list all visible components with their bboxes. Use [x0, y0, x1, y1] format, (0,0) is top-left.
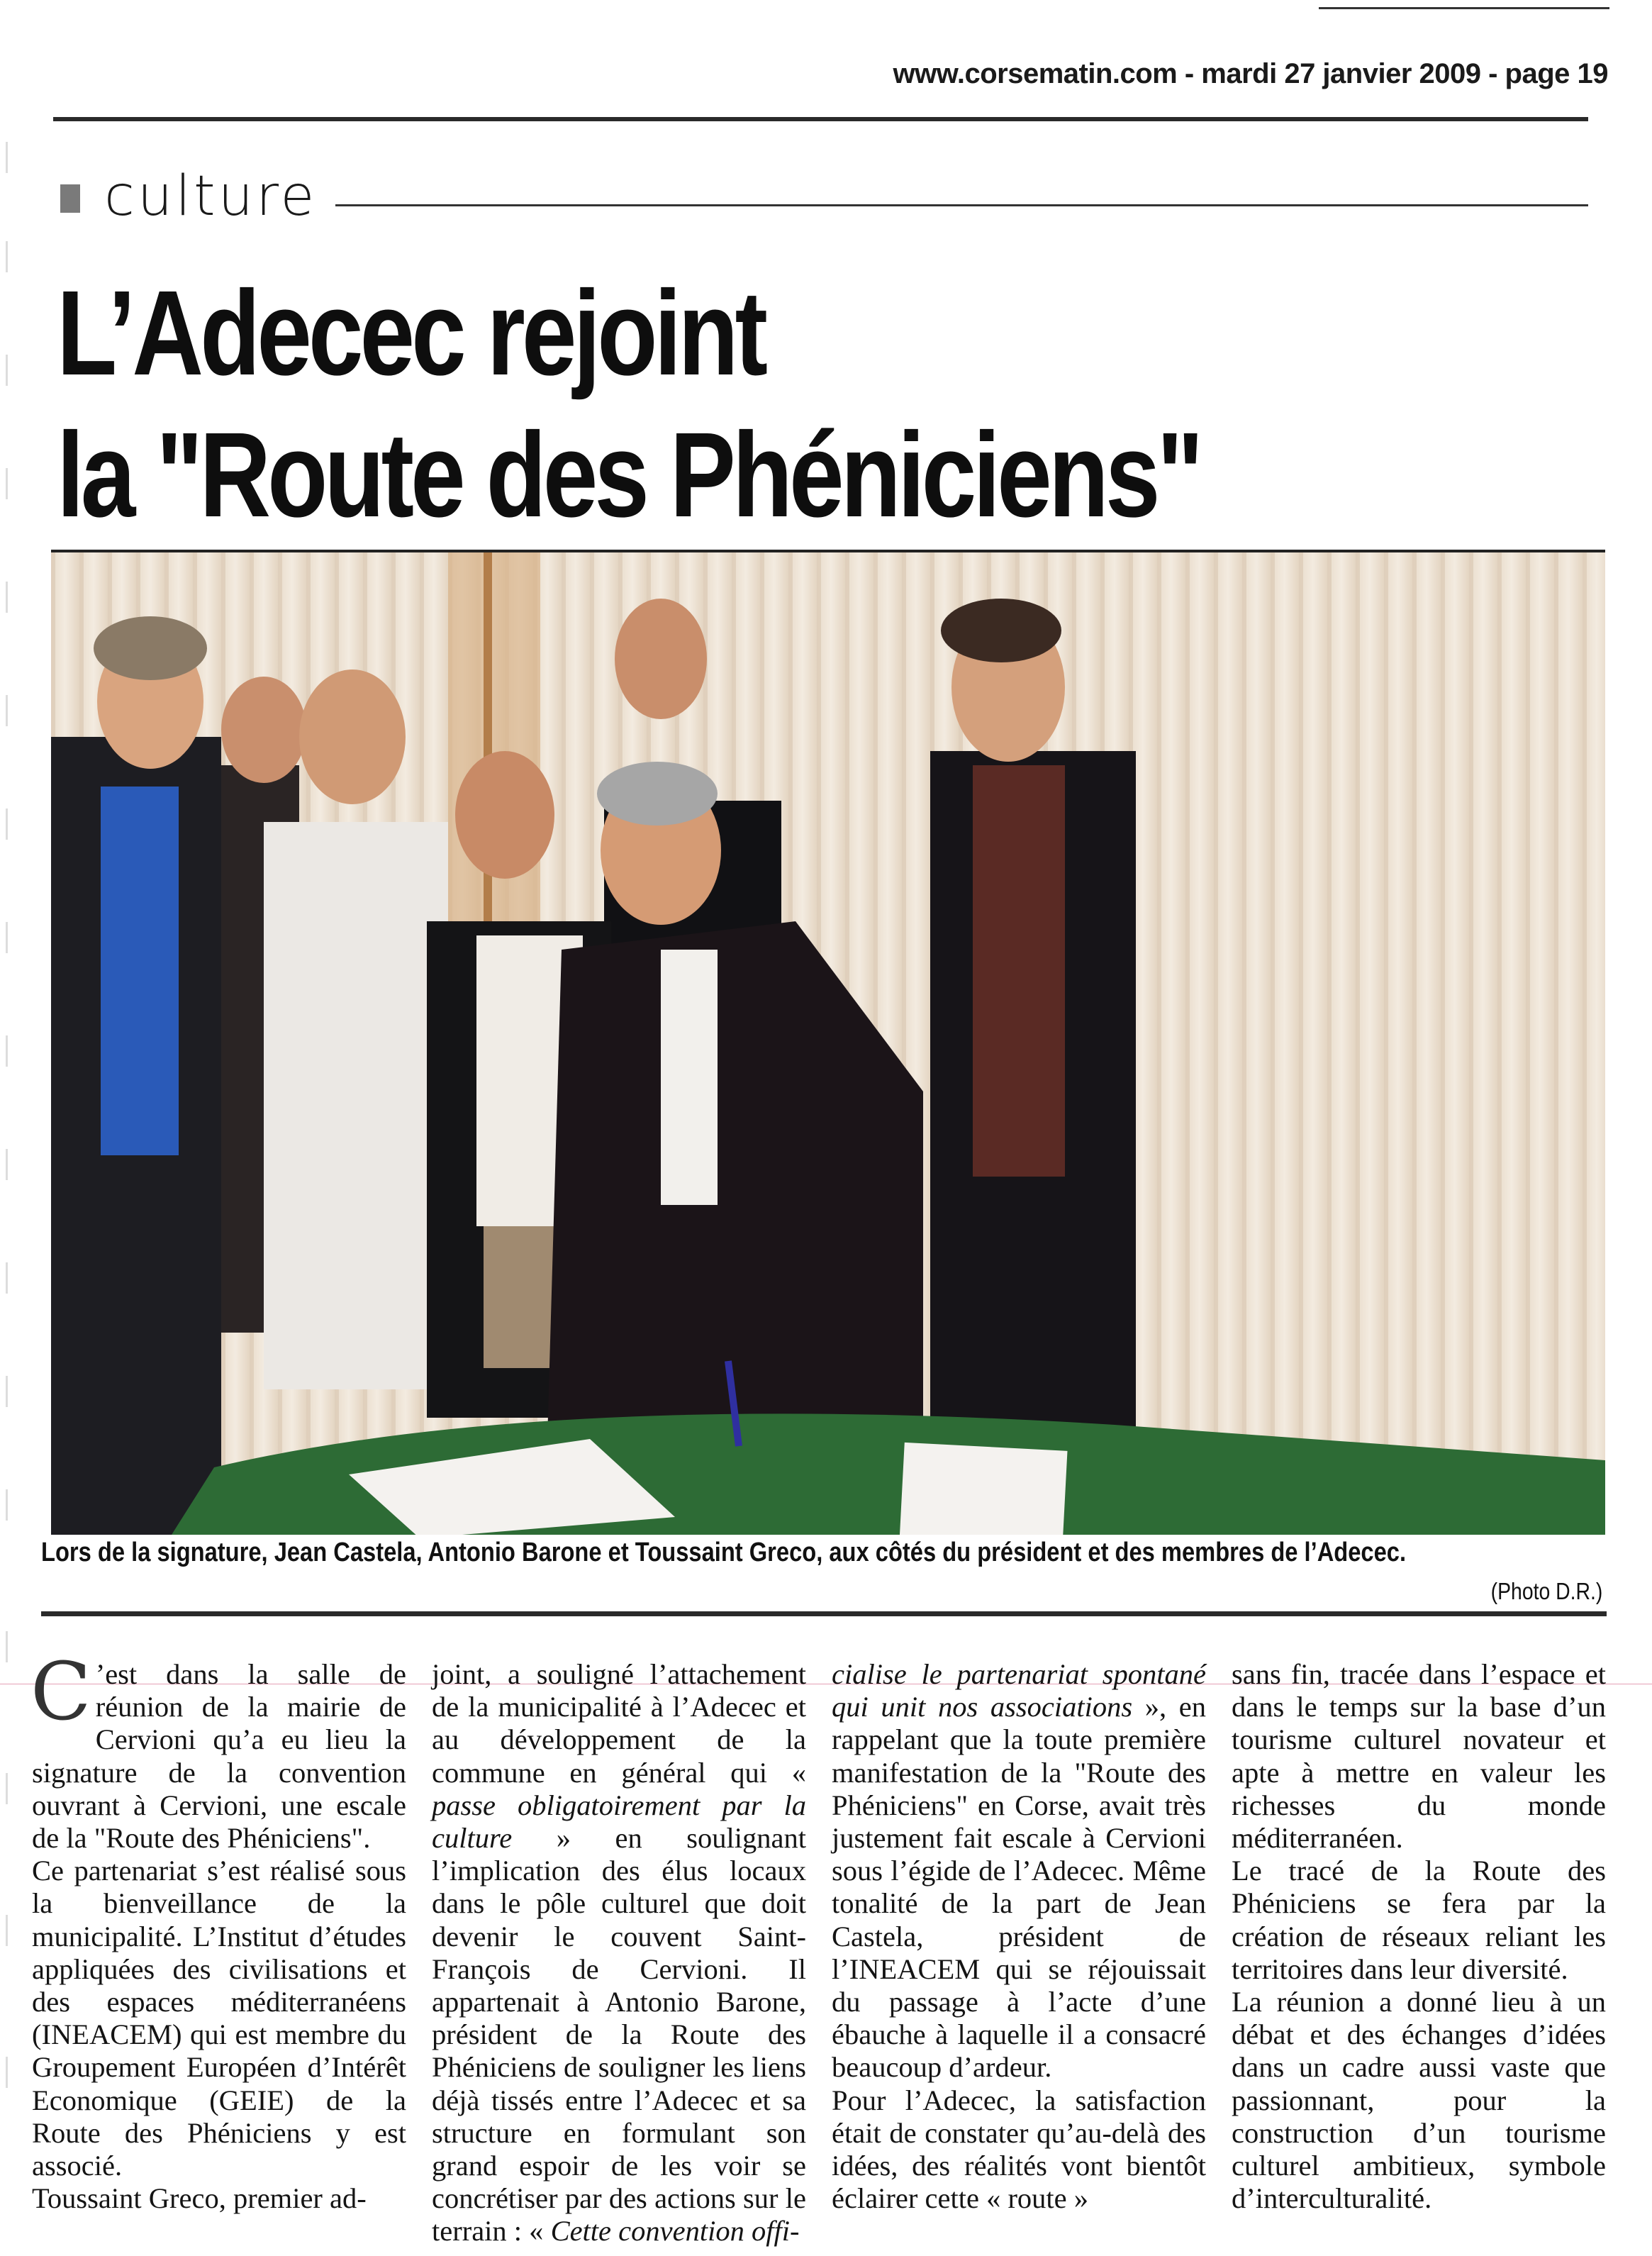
- header-rule: [53, 117, 1588, 121]
- headline-line-2: la "Route des Phéniciens": [57, 408, 1200, 543]
- body-column-1: [30, 1646, 406, 2248]
- body-column-3: [832, 1658, 1206, 2248]
- quote-run: passe obligatoirement par la culture: [432, 1789, 806, 1855]
- headline: [57, 262, 1336, 546]
- paragraph: sans fin, tracée dans l’espace et dans le temps sur la base d’un tourisme culturel novateur et apte à mettre en valeur les richesses du monde méditerranéen.: [1232, 1658, 1606, 1855]
- paragraph: [832, 1658, 1206, 2084]
- photo-caption: Lors de la signature, Jean Castela, Antonio Barone et Toussaint Greco, aux côtés du président et des membres de l’Adecec.: [41, 1538, 1407, 1567]
- section-label: culture: [104, 165, 318, 228]
- paragraph: Toussaint Greco, premier ad-: [32, 2182, 367, 2215]
- document-right: [898, 1443, 1068, 1535]
- paragraph: Le tracé de la Route des Phéniciens se fera par la création de réseaux reliant les territoires dans leur diversité.: [1232, 1855, 1606, 1985]
- paragraph-text: ’est dans la salle de réunion de la mairie de Cervioni qu’a eu lieu la signature de la convention ouvrant à Cervioni, une escale de la "Route des Phéniciens".: [32, 1658, 406, 1855]
- paragraph: [30, 1646, 406, 1855]
- drop-cap: C: [30, 1646, 91, 1738]
- text-run: Pour l’Adecec, la satisfaction était de constater qu’au-delà des idées, des réalités vont bientôt éclairer cette « route »: [832, 2084, 1206, 2215]
- body-column-2: [432, 1658, 806, 2248]
- paragraph: Ce partenariat s’est réalisé sous la bienveillance de la municipalité. L’Institut d’études appliquées des civilisations et des espaces méditerranéens (INEACEM) qui est membre du Groupement Européen d’Intérêt Economique (GEIE) de la Route des Phéniciens y est associé.: [32, 1855, 406, 2182]
- paragraph: [832, 2084, 1206, 2216]
- quote-run: Cette convention offi-: [550, 2215, 800, 2247]
- article-body: [30, 1646, 1609, 2248]
- headline-line-1: L’Adecec rejoint: [57, 266, 765, 401]
- section-kicker: [60, 165, 1588, 228]
- text-run: », en rappelant que la toute première manifestation de la "Route des Phéniciens" en Corse, avait très justement fait escale à Cervioni sous l’égide de l’Adecec. Même tonalité de la part de Jean Castela, président de l’INEACEM qui se réjouissait du passage à l’acte d’une ébauche à laquelle il a consacré beaucoup d’ardeur.: [832, 1691, 1206, 2084]
- article-photo: [51, 550, 1605, 1535]
- top-rule: [1319, 7, 1609, 9]
- scan-margin-marks: [6, 142, 13, 2199]
- kicker-rule: [335, 204, 1588, 206]
- paragraph: La réunion a donné lieu à un débat et des échanges d’idées dans un cadre aussi vaste que passionnant, pour la construction d’un tourisme culturel ambitieux, symbole d’interculturalité.: [1232, 1986, 1606, 2215]
- page-folio: www.corsematin.com - mardi 27 janvier 2009 - page 19: [893, 58, 1608, 89]
- body-column-4: [1232, 1658, 1606, 2248]
- photo-image: [51, 552, 1605, 1535]
- kicker-square-icon: [60, 184, 80, 213]
- text-run: » en soulignant l’implication des élus locaux dans le pôle culturel que doit devenir le couvent Saint-François de Cervioni. Il appartenait à Antonio Barone, président de la Route des Phéniciens de souligner les liens déjà tissés entre l’Adecec et sa structure en formulant son grand espoir de les voir se concrétiser par des actions sur le terrain : «: [432, 1822, 806, 2247]
- photo-credit: (Photo D.R.): [1490, 1578, 1602, 1604]
- paragraph: [432, 1658, 806, 2248]
- quote-run: cialise le partenariat spontané qui unit nos associations: [832, 1658, 1206, 1723]
- text-run: joint, a souligné l’attachement de la municipalité à l’Adecec et au développement de la commune en général qui «: [432, 1658, 806, 1789]
- caption-rule: [41, 1611, 1607, 1616]
- person-1: [51, 616, 221, 1535]
